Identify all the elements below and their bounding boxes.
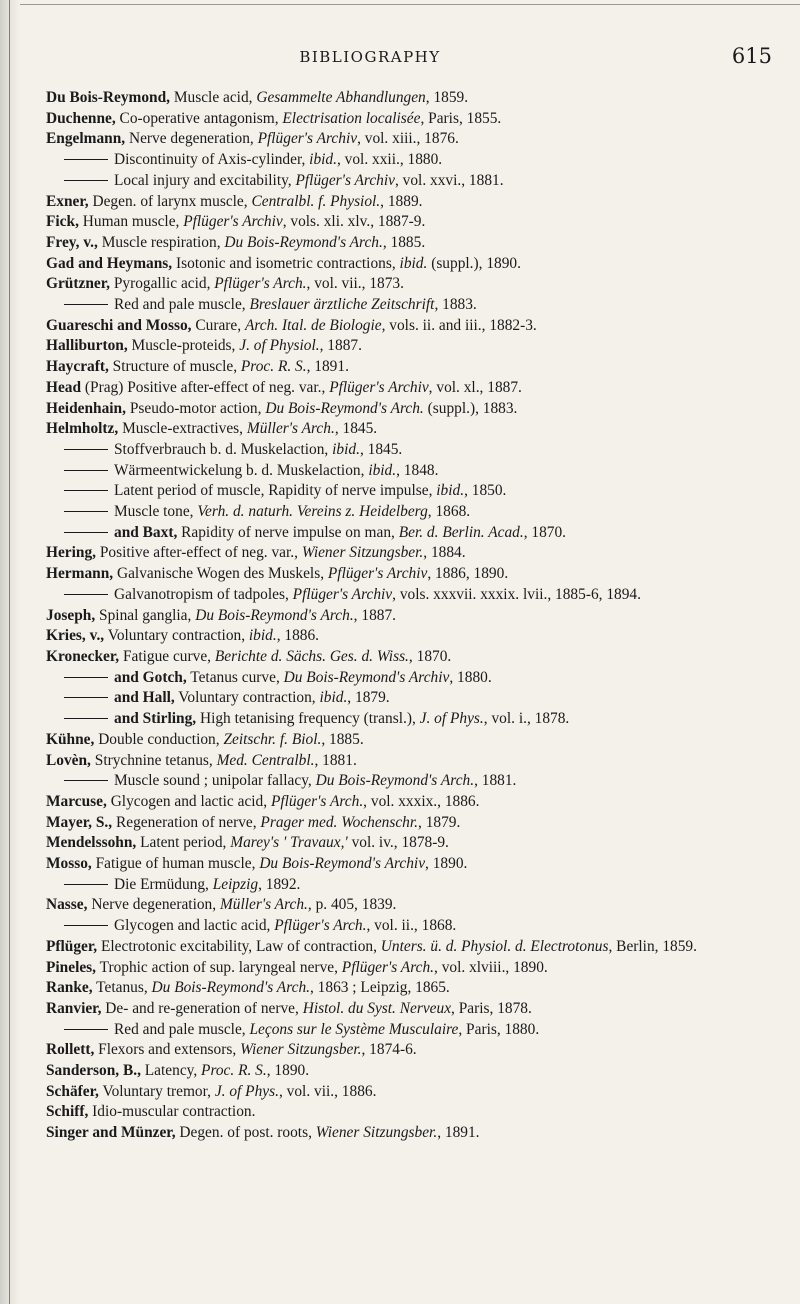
entry-source: Du Bois-Reymond's Arch. bbox=[315, 772, 475, 790]
ditto-dash bbox=[64, 677, 108, 678]
entry-text: Tetanus curve, bbox=[186, 668, 284, 686]
entry-author: Gad and Heymans, bbox=[46, 254, 173, 272]
top-edge-rule bbox=[20, 4, 800, 5]
entry-text: , 1891. bbox=[437, 1124, 480, 1142]
entry-text: Latent period, bbox=[136, 834, 231, 852]
entry-text: Muscle-proteids, bbox=[127, 337, 240, 355]
entry-text: , 1879. bbox=[347, 689, 390, 707]
entry-text: , vols. xli. xlv., 1887-9. bbox=[282, 213, 426, 231]
entry-source: Histol. du Syst. Nerveux bbox=[302, 999, 452, 1017]
bibliography-list bbox=[46, 88, 762, 1144]
bibliography-entry bbox=[46, 150, 762, 171]
ditto-dash bbox=[64, 925, 108, 926]
bibliography-entry bbox=[46, 813, 762, 834]
entry-source: ibid. bbox=[332, 440, 360, 458]
bibliography-entry bbox=[46, 212, 762, 233]
bibliography-entry bbox=[46, 440, 762, 461]
entry-source: Du Bois-Reymond's Arch. bbox=[265, 399, 424, 417]
entry-source: Unters. ü. d. Physiol. d. Electrotonus bbox=[380, 937, 609, 955]
entry-text: , 1890. bbox=[425, 855, 468, 873]
entry-source: Verh. d. naturh. Vereins z. Heidelberg bbox=[197, 503, 428, 521]
ditto-dash bbox=[64, 532, 108, 533]
page-header bbox=[0, 44, 800, 74]
entry-text: Wärmeentwickelung b. d. Muskelaction, bbox=[114, 461, 369, 479]
entry-author: Hermann, bbox=[46, 565, 114, 583]
entry-source: Wiener Sitzungsber. bbox=[301, 544, 424, 562]
bibliography-entry bbox=[46, 1020, 762, 1041]
bibliography-entry bbox=[46, 1123, 762, 1144]
entry-text: Muscle acid, bbox=[170, 89, 257, 106]
entry-source: Prager med. Wochenschr. bbox=[260, 813, 419, 831]
entry-author: Helmholtz, bbox=[46, 420, 119, 438]
entry-author: Grützner, bbox=[46, 275, 110, 293]
entry-text: (Prag) Positive after-effect of neg. var., bbox=[81, 378, 330, 396]
bibliography-entry bbox=[46, 88, 762, 109]
entry-author: Kühne, bbox=[46, 730, 95, 748]
entry-source: Breslauer ärztliche Zeitschrift bbox=[249, 296, 435, 314]
entry-source: Du Bois-Reymond's Arch. bbox=[151, 979, 310, 997]
page-number: 615 bbox=[731, 44, 772, 68]
entry-text: , 1845. bbox=[334, 420, 378, 438]
entry-source: Zeitschr. f. Biol. bbox=[223, 730, 322, 748]
entry-author: Halliburton, bbox=[46, 337, 128, 355]
entry-source: Pflüger's Archiv bbox=[327, 565, 428, 583]
entry-author: Marcuse, bbox=[46, 792, 107, 810]
entry-text: , 1879. bbox=[418, 813, 461, 831]
entry-source: J. of Phys. bbox=[419, 710, 484, 728]
entry-text: , 1845. bbox=[359, 440, 403, 458]
entry-source: J. of Phys. bbox=[214, 1082, 279, 1100]
entry-source: Proc. R. S. bbox=[240, 358, 307, 376]
entry-author: Mosso, bbox=[46, 855, 92, 873]
entry-source: Wiener Sitzungsber. bbox=[315, 1124, 438, 1142]
page-binding-edge bbox=[0, 0, 20, 1304]
entry-text: , 1890. bbox=[266, 1062, 310, 1080]
bibliography-entry bbox=[46, 357, 762, 378]
entry-author: Nasse, bbox=[46, 896, 88, 914]
entry-coauthor: and Hall, bbox=[114, 689, 175, 707]
entry-author: Pflüger, bbox=[46, 937, 98, 955]
entry-text: Flexors and extensors, bbox=[94, 1041, 241, 1059]
entry-author: Singer and Münzer, bbox=[46, 1124, 176, 1142]
bibliography-entry bbox=[46, 730, 762, 751]
entry-source: ibid. bbox=[248, 627, 277, 645]
bibliography-entry bbox=[46, 854, 762, 875]
bibliography-entry bbox=[46, 564, 762, 585]
entry-text: Regeneration of nerve, bbox=[112, 813, 261, 831]
bibliography-entry bbox=[46, 233, 762, 254]
entry-source: Pflüger's Arch. bbox=[274, 917, 367, 935]
entry-text: , 1892. bbox=[258, 875, 301, 893]
entry-text: , 1863 ; Leipzig, 1865. bbox=[309, 979, 450, 997]
entry-text: , 1886. bbox=[276, 627, 320, 645]
bibliography-entry bbox=[46, 274, 762, 295]
entry-source: Proc. R. S. bbox=[201, 1062, 267, 1080]
entry-coauthor: and Baxt, bbox=[114, 523, 178, 541]
entry-text: , 1884. bbox=[423, 544, 466, 562]
entry-text: , vol. xlviii., 1890. bbox=[434, 958, 548, 976]
bibliography-entry bbox=[46, 254, 762, 275]
bibliography-entry bbox=[46, 647, 762, 668]
entry-text: Muscle respiration, bbox=[97, 233, 225, 251]
entry-text: De- and re-generation of nerve, bbox=[101, 999, 303, 1017]
entry-text: Muscle-extractives, bbox=[118, 420, 247, 438]
entry-text: , 1889. bbox=[380, 192, 423, 210]
entry-text: , vol. xxvi., 1881. bbox=[394, 171, 504, 189]
entry-source: Müller's Arch. bbox=[246, 420, 335, 438]
entry-text: Stoffverbrauch b. d. Muskelaction, bbox=[114, 440, 333, 458]
bibliography-entry bbox=[46, 109, 762, 130]
entry-source: J. of Physiol. bbox=[239, 337, 320, 355]
entry-text: , 1874-6. bbox=[361, 1041, 417, 1059]
bibliography-entry bbox=[46, 626, 762, 647]
entry-author: Ranvier, bbox=[46, 999, 102, 1017]
entry-author: Head bbox=[46, 378, 82, 396]
entry-text: Fatigue curve, bbox=[119, 647, 215, 665]
ditto-dash bbox=[64, 449, 108, 450]
entry-text: , 1870. bbox=[523, 523, 567, 541]
entry-text: , Berlin, 1859. bbox=[608, 937, 697, 955]
entry-text: Nerve degeneration, bbox=[87, 896, 220, 914]
entry-text: , vols. ii. and iii., 1882-3. bbox=[381, 316, 537, 334]
running-title: BIBLIOGRAPHY bbox=[299, 48, 441, 66]
entry-text: Degen. of post. roots, bbox=[175, 1124, 316, 1142]
entry-source: Leipzig bbox=[212, 875, 259, 893]
bibliography-entry bbox=[46, 668, 762, 689]
entry-source: Ber. d. Berlin. Acad. bbox=[398, 523, 524, 541]
entry-source: Pflüger's Archiv bbox=[292, 585, 393, 603]
entry-author: Schäfer, bbox=[46, 1082, 99, 1100]
entry-text: Red and pale muscle, bbox=[114, 1020, 250, 1038]
entry-text: Voluntary contraction, bbox=[104, 627, 249, 645]
entry-author: Duchenne, bbox=[46, 109, 116, 127]
bibliography-entry bbox=[46, 978, 762, 999]
entry-text: , 1885. bbox=[321, 730, 364, 748]
bibliography-entry bbox=[46, 958, 762, 979]
entry-author: Sanderson, B., bbox=[46, 1062, 141, 1080]
bibliography-entry bbox=[46, 1061, 762, 1082]
entry-text: , 1850. bbox=[464, 482, 507, 500]
entry-text: Red and pale muscle, bbox=[114, 296, 250, 314]
bibliography-entry bbox=[46, 916, 762, 937]
bibliography-entry bbox=[46, 316, 762, 337]
entry-text: Co-operative antagonism, bbox=[115, 109, 283, 127]
entry-source: ibid. bbox=[436, 482, 465, 500]
ditto-dash bbox=[64, 470, 108, 471]
entry-text: , 1885. bbox=[382, 233, 426, 251]
entry-text: , 1887. bbox=[319, 337, 362, 355]
entry-author: Mendelssohn, bbox=[46, 834, 137, 852]
entry-source: Leçons sur le Système Musculaire bbox=[249, 1020, 459, 1038]
ditto-dash bbox=[64, 780, 108, 781]
entry-source: Pflüger's Arch. bbox=[341, 958, 435, 976]
entry-text: (suppl.), 1890. bbox=[427, 254, 521, 272]
entry-source: Gesammelte Abhandlungen bbox=[256, 89, 426, 106]
entry-text: Pyrogallic acid, bbox=[109, 275, 215, 293]
entry-text: Voluntary contraction, bbox=[174, 689, 320, 707]
entry-source: Pflüger's Archiv bbox=[329, 378, 429, 396]
entry-text: , p. 405, 1839. bbox=[307, 896, 397, 914]
bibliography-entry bbox=[46, 792, 762, 813]
entry-source: ibid. bbox=[368, 461, 397, 479]
entry-text: (suppl.), 1883. bbox=[423, 399, 518, 417]
bibliography-entry bbox=[46, 543, 762, 564]
entry-text: Latency, bbox=[140, 1062, 202, 1080]
entry-source: Pflüger's Archiv bbox=[295, 171, 395, 189]
ditto-dash bbox=[64, 180, 108, 181]
entry-author: Heidenhain, bbox=[46, 399, 126, 417]
bibliography-entry bbox=[46, 688, 762, 709]
bibliography-entry bbox=[46, 295, 762, 316]
bibliography-entry bbox=[46, 502, 762, 523]
bibliography-entry bbox=[46, 399, 762, 420]
entry-text: Double conduction, bbox=[94, 730, 224, 748]
entry-text: Muscle tone, bbox=[114, 503, 198, 521]
entry-text: Fatigue of human muscle, bbox=[91, 855, 260, 873]
entry-source: Pflüger's Archiv bbox=[257, 130, 358, 148]
bibliography-entry bbox=[46, 999, 762, 1020]
bibliography-entry bbox=[46, 751, 762, 772]
entry-text: , 1880. bbox=[449, 668, 492, 686]
entry-author: Mayer, S., bbox=[46, 813, 113, 831]
entry-author: Rollett, bbox=[46, 1041, 95, 1059]
entry-author: Joseph, bbox=[46, 606, 96, 624]
entry-coauthor: and Gotch, bbox=[114, 668, 187, 686]
entry-text: , vol. vii., 1873. bbox=[306, 275, 404, 293]
bibliography-entry bbox=[46, 171, 762, 192]
entry-text: Spinal ganglia, bbox=[95, 606, 196, 624]
entry-source: Du Bois-Reymond's Archiv bbox=[283, 668, 450, 686]
bibliography-entry bbox=[46, 129, 762, 150]
ditto-dash bbox=[64, 718, 108, 719]
bibliography-entry bbox=[46, 378, 762, 399]
entry-text: Strychnine tetanus, bbox=[90, 751, 217, 769]
entry-text: Nerve degeneration, bbox=[125, 130, 258, 148]
entry-text: Pseudo-motor action, bbox=[125, 399, 266, 417]
entry-text: Tetanus, bbox=[92, 979, 152, 997]
entry-source: Wiener Sitzungsber. bbox=[240, 1041, 362, 1059]
entry-source: Du Bois-Reymond's Archiv bbox=[259, 855, 426, 873]
entry-source: ibid. bbox=[399, 254, 428, 272]
bibliography-entry bbox=[46, 585, 762, 606]
binding-line bbox=[9, 0, 10, 1304]
entry-text: Glycogen and lactic acid, bbox=[114, 917, 275, 935]
entry-author: Fick, bbox=[46, 213, 79, 231]
entry-text: Positive after-effect of neg. var., bbox=[96, 544, 302, 562]
entry-author: Haycraft, bbox=[46, 358, 109, 376]
entry-text: , vol. xxxix., 1886. bbox=[363, 792, 480, 810]
entry-text: Trophic action of sup. laryngeal nerve, bbox=[96, 958, 342, 976]
entry-text: , vols. xxxvii. xxxix. lvii., 1885-6, 1894. bbox=[392, 585, 641, 603]
entry-text: , vol. i., 1878. bbox=[483, 710, 570, 728]
entry-source: Pflüger's Arch. bbox=[214, 275, 307, 293]
bibliography-entry bbox=[46, 771, 762, 792]
entry-source: Med. Centralbl. bbox=[216, 751, 315, 769]
entry-author: Guareschi and Mosso, bbox=[46, 316, 192, 334]
entry-author: Schiff, bbox=[46, 1103, 89, 1121]
bibliography-entry bbox=[46, 523, 762, 544]
entry-text: Electrotonic excitability, Law of contraction, bbox=[97, 937, 381, 955]
bibliography-entry bbox=[46, 481, 762, 502]
entry-text: Human muscle, bbox=[78, 213, 184, 231]
entry-source: Electrisation localisée bbox=[282, 109, 421, 127]
entry-author: Exner, bbox=[46, 192, 89, 210]
entry-source: Marey's ' Travaux,' bbox=[230, 834, 348, 852]
entry-source: Centralbl. f. Physiol. bbox=[251, 192, 381, 210]
entry-text: Structure of muscle, bbox=[108, 358, 241, 376]
entry-source: Du Bois-Reymond's Arch. bbox=[195, 606, 354, 624]
ditto-dash bbox=[64, 511, 108, 512]
entry-text: Idio-muscular contraction. bbox=[88, 1103, 256, 1121]
entry-text: , 1883. bbox=[434, 296, 477, 314]
entry-text: , vol. ii., 1868. bbox=[366, 917, 457, 935]
entry-author: Engelmann, bbox=[46, 130, 126, 148]
entry-text: , vol. xiii., 1876. bbox=[357, 130, 459, 148]
entry-text: , 1868. bbox=[427, 503, 471, 521]
entry-author: Kronecker, bbox=[46, 647, 120, 665]
entry-source: Berichte d. Sächs. Ges. d. Wiss. bbox=[214, 647, 409, 665]
entry-source: Pflüger's Arch. bbox=[270, 792, 364, 810]
entry-text: Muscle sound ; unipolar fallacy, bbox=[114, 772, 316, 790]
entry-text: , vol. vii., 1886. bbox=[278, 1082, 377, 1100]
ditto-dash bbox=[64, 594, 108, 595]
bibliography-entry bbox=[46, 1102, 762, 1123]
entry-coauthor: and Stirling, bbox=[114, 710, 197, 728]
entry-text: , 1859. bbox=[425, 89, 469, 106]
bibliography-entry bbox=[46, 937, 762, 958]
ditto-dash bbox=[64, 884, 108, 885]
entry-source: Arch. Ital. de Biologie bbox=[244, 316, 382, 334]
entry-text: Latent period of muscle, Rapidity of nerve impulse, bbox=[114, 482, 437, 500]
bibliography-entry bbox=[46, 833, 762, 854]
entry-text: Galvanische Wogen des Muskels, bbox=[113, 565, 328, 583]
entry-text: , 1848. bbox=[396, 461, 439, 479]
entry-text: Galvanotropism of tadpoles, bbox=[114, 585, 293, 603]
ditto-dash bbox=[64, 697, 108, 698]
entry-text: vol. iv., 1878-9. bbox=[347, 834, 449, 852]
entry-text: Degen. of larynx muscle, bbox=[88, 192, 252, 210]
entry-author: Pineles, bbox=[46, 958, 97, 976]
bibliography-entry bbox=[46, 1040, 762, 1061]
bibliography-entry bbox=[46, 709, 762, 730]
entry-author: Frey, v., bbox=[46, 233, 98, 251]
entry-text: , vol. xl., 1887. bbox=[428, 378, 522, 396]
ditto-dash bbox=[64, 304, 108, 305]
ditto-dash bbox=[64, 159, 108, 160]
entry-text: Glycogen and lactic acid, bbox=[106, 792, 271, 810]
entry-text: Curare, bbox=[191, 316, 245, 334]
bibliography-entry bbox=[46, 192, 762, 213]
entry-source: Du Bois-Reymond's Arch. bbox=[224, 233, 383, 251]
entry-text: , Paris, 1880. bbox=[458, 1020, 540, 1038]
ditto-dash bbox=[64, 1029, 108, 1030]
entry-text: , Paris, 1855. bbox=[420, 109, 502, 127]
bibliography-entry bbox=[46, 875, 762, 896]
entry-text: Local injury and excitability, bbox=[114, 171, 296, 189]
bibliography-entry bbox=[46, 895, 762, 916]
entry-text: , 1886, 1890. bbox=[427, 565, 509, 583]
entry-text: Discontinuity of Axis-cylinder, bbox=[114, 151, 310, 169]
entry-source: Pflüger's Archiv bbox=[183, 213, 283, 231]
entry-author: Hering, bbox=[46, 544, 97, 562]
entry-author: Ranke, bbox=[46, 979, 93, 997]
entry-text: , 1881. bbox=[314, 751, 357, 769]
entry-text: , 1870. bbox=[408, 647, 452, 665]
entry-text: Voluntary tremor, bbox=[98, 1082, 215, 1100]
entry-text: , Paris, 1878. bbox=[451, 999, 532, 1017]
bibliography-entry bbox=[46, 336, 762, 357]
bibliography-entry bbox=[46, 606, 762, 627]
entry-text: , vol. xxii., 1880. bbox=[336, 151, 443, 169]
ditto-dash bbox=[64, 490, 108, 491]
bibliography-entry bbox=[46, 419, 762, 440]
entry-text: , 1881. bbox=[474, 772, 517, 790]
entry-text: High tetanising frequency (transl.), bbox=[196, 710, 420, 728]
entry-text: , 1891. bbox=[306, 358, 349, 376]
entry-source: ibid. bbox=[309, 151, 337, 169]
bibliography-entry bbox=[46, 1082, 762, 1103]
entry-author: Lovèn, bbox=[46, 751, 91, 769]
entry-text: Isotonic and isometric contractions, bbox=[172, 254, 400, 272]
entry-author: Kries, v., bbox=[46, 627, 105, 645]
entry-source: ibid. bbox=[319, 689, 348, 707]
entry-author: Du Bois-Reymond, bbox=[46, 89, 170, 106]
entry-source: Müller's Arch. bbox=[219, 896, 308, 914]
entry-text: Rapidity of nerve impulse on man, bbox=[177, 523, 399, 541]
entry-text: Die Ermüdung, bbox=[114, 875, 213, 893]
bibliography-entry bbox=[46, 461, 762, 482]
entry-text: , 1887. bbox=[353, 606, 396, 624]
